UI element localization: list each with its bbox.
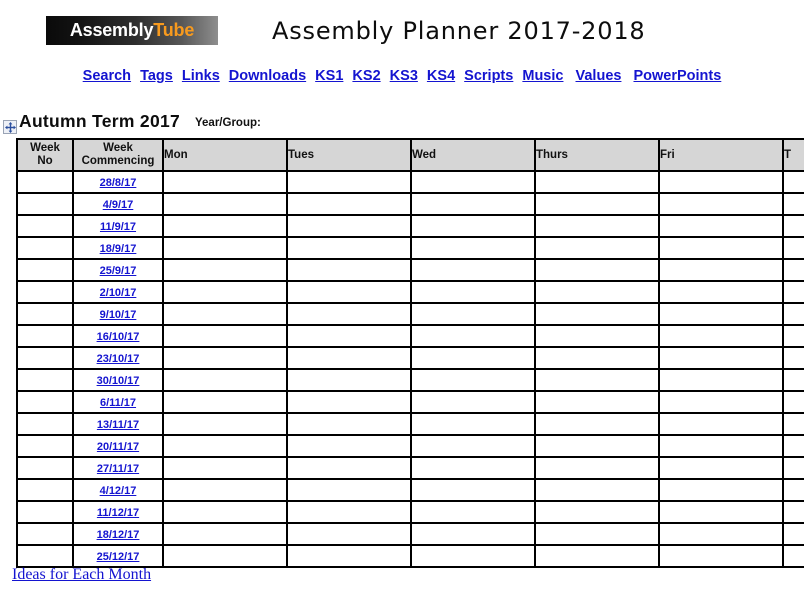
cell-last[interactable] (783, 501, 804, 523)
cell-tues[interactable] (287, 545, 411, 567)
cell-mon[interactable] (163, 479, 287, 501)
table-row (17, 479, 804, 501)
cell-mon[interactable] (163, 303, 287, 325)
cell-tues[interactable] (287, 523, 411, 545)
cell-week-no[interactable] (17, 325, 73, 347)
cell-fri[interactable] (659, 523, 783, 545)
table-row (17, 523, 804, 545)
table-row (17, 391, 804, 413)
cell-week-commencing (73, 545, 163, 567)
cell-week-commencing (73, 369, 163, 391)
cell-thurs[interactable] (535, 347, 659, 369)
cell-thurs[interactable] (535, 237, 659, 259)
cell-last[interactable] (783, 259, 804, 281)
cell-wed[interactable] (411, 281, 535, 303)
cell-mon[interactable] (163, 545, 287, 567)
nav-link-ks3[interactable]: KS3 (389, 68, 418, 84)
nav-link-ks2[interactable]: KS2 (352, 68, 381, 84)
cell-week-commencing (73, 281, 163, 303)
cell-last[interactable] (783, 215, 804, 237)
logo-text-assembly: Assembly (69, 20, 154, 40)
cell-week-commencing (73, 259, 163, 281)
cell-fri[interactable] (659, 259, 783, 281)
cell-week-commencing (73, 479, 163, 501)
column-header-mon: Mon (163, 139, 287, 171)
cell-tues[interactable] (287, 369, 411, 391)
nav-link-links[interactable]: Links (181, 68, 220, 84)
cell-mon[interactable] (163, 413, 287, 435)
cell-thurs[interactable] (535, 545, 659, 567)
cell-week-no[interactable] (17, 479, 73, 501)
cell-fri[interactable] (659, 237, 783, 259)
column-header-fri: Fri (659, 139, 783, 171)
cell-fri[interactable] (659, 303, 783, 325)
cell-thurs[interactable] (535, 325, 659, 347)
cell-last[interactable] (783, 523, 804, 545)
cell-wed[interactable] (411, 545, 535, 567)
week-commencing-link[interactable]: 30/10/17 (96, 375, 140, 387)
cell-week-no[interactable] (17, 545, 73, 567)
week-commencing-link[interactable]: 11/12/17 (96, 507, 140, 519)
planner-table-container (16, 138, 804, 568)
cell-fri[interactable] (659, 413, 783, 435)
cell-mon[interactable] (163, 215, 287, 237)
cell-last[interactable] (783, 303, 804, 325)
table-row (17, 237, 804, 259)
main-navigation (0, 68, 804, 84)
cell-wed[interactable] (411, 413, 535, 435)
table-row (17, 435, 804, 457)
table-row (17, 259, 804, 281)
cell-week-commencing (73, 413, 163, 435)
week-commencing-link[interactable]: 16/10/17 (96, 331, 140, 343)
cell-week-commencing (73, 391, 163, 413)
week-commencing-link[interactable]: 20/11/17 (96, 441, 140, 453)
cell-last[interactable] (783, 193, 804, 215)
cell-fri[interactable] (659, 545, 783, 567)
week-commencing-link[interactable]: 4/9/17 (102, 199, 134, 211)
nav-link-music[interactable]: Music (522, 68, 564, 84)
week-commencing-link[interactable]: 11/9/17 (99, 221, 137, 233)
cell-last[interactable] (783, 545, 804, 567)
cell-mon[interactable] (163, 523, 287, 545)
cell-week-commencing (73, 215, 163, 237)
cell-thurs[interactable] (535, 193, 659, 215)
cell-thurs[interactable] (535, 413, 659, 435)
table-row (17, 413, 804, 435)
cell-tues[interactable] (287, 259, 411, 281)
table-row (17, 501, 804, 523)
cell-thurs[interactable] (535, 523, 659, 545)
cell-fri[interactable] (659, 457, 783, 479)
cell-last[interactable] (783, 391, 804, 413)
cell-mon[interactable] (163, 281, 287, 303)
cell-wed[interactable] (411, 215, 535, 237)
cell-week-no[interactable] (17, 369, 73, 391)
cell-fri[interactable] (659, 281, 783, 303)
cell-tues[interactable] (287, 479, 411, 501)
column-header-tues: Tues (287, 139, 411, 171)
cell-wed[interactable] (411, 347, 535, 369)
page-header (0, 0, 804, 58)
cell-mon[interactable] (163, 391, 287, 413)
cell-mon[interactable] (163, 259, 287, 281)
cell-week-no[interactable] (17, 215, 73, 237)
table-row (17, 303, 804, 325)
cell-fri[interactable] (659, 479, 783, 501)
cell-last[interactable] (783, 457, 804, 479)
column-header-week-commencing-line1: Week (103, 142, 133, 154)
assemblytube-logo[interactable] (46, 16, 218, 45)
year-group-label: Year/Group: (195, 117, 261, 129)
column-header-week-no-line2: No (37, 155, 53, 167)
cell-fri[interactable] (659, 347, 783, 369)
cell-thurs[interactable] (535, 369, 659, 391)
column-header-wed: Wed (411, 139, 535, 171)
cell-tues[interactable] (287, 413, 411, 435)
column-header-week-commencing-line2: Commencing (81, 155, 155, 167)
week-commencing-link[interactable]: 27/11/17 (96, 463, 140, 475)
cell-wed[interactable] (411, 501, 535, 523)
cell-wed[interactable] (411, 391, 535, 413)
table-row (17, 281, 804, 303)
cell-week-no[interactable] (17, 391, 73, 413)
move-icon[interactable] (3, 120, 17, 134)
cell-wed[interactable] (411, 523, 535, 545)
cell-week-no[interactable] (17, 501, 73, 523)
table-row (17, 457, 804, 479)
cell-thurs[interactable] (535, 479, 659, 501)
week-commencing-link[interactable]: 25/12/17 (96, 551, 140, 563)
week-commencing-link[interactable]: 2/10/17 (99, 287, 137, 299)
week-commencing-link[interactable]: 28/8/17 (99, 177, 137, 189)
cell-wed[interactable] (411, 193, 535, 215)
cell-mon[interactable] (163, 237, 287, 259)
cell-last[interactable] (783, 281, 804, 303)
cell-week-commencing (73, 435, 163, 457)
cell-week-commencing (73, 193, 163, 215)
cell-last[interactable] (783, 325, 804, 347)
cell-thurs[interactable] (535, 259, 659, 281)
cell-thurs[interactable] (535, 281, 659, 303)
cell-tues[interactable] (287, 435, 411, 457)
ideas-for-each-month-link[interactable]: Ideas for Each Month (12, 566, 152, 583)
cell-tues[interactable] (287, 171, 411, 193)
nav-link-values[interactable]: Values (575, 68, 622, 84)
cell-week-no[interactable] (17, 413, 73, 435)
cell-last[interactable] (783, 171, 804, 193)
planner-table-body (17, 171, 804, 567)
cell-last[interactable] (783, 479, 804, 501)
page-title: Assembly Planner 2017-2018 (272, 17, 646, 45)
cell-fri[interactable] (659, 435, 783, 457)
cell-tues[interactable] (287, 391, 411, 413)
logo-text-tube: Tube (153, 20, 195, 40)
table-row (17, 215, 804, 237)
cell-fri[interactable] (659, 391, 783, 413)
table-header-row (17, 139, 804, 171)
cell-week-commencing (73, 303, 163, 325)
cell-week-no[interactable] (17, 237, 73, 259)
cell-week-no[interactable] (17, 435, 73, 457)
cell-tues[interactable] (287, 303, 411, 325)
column-header-week-no (17, 139, 73, 171)
cell-week-no[interactable] (17, 193, 73, 215)
cell-week-no[interactable] (17, 347, 73, 369)
table-row (17, 369, 804, 391)
cell-week-commencing (73, 523, 163, 545)
cell-thurs[interactable] (535, 215, 659, 237)
cell-week-commencing (73, 171, 163, 193)
table-row (17, 171, 804, 193)
cell-mon[interactable] (163, 347, 287, 369)
cell-fri[interactable] (659, 369, 783, 391)
cell-tues[interactable] (287, 457, 411, 479)
cell-week-commencing (73, 457, 163, 479)
cell-tues[interactable] (287, 215, 411, 237)
cell-fri[interactable] (659, 215, 783, 237)
week-commencing-link[interactable]: 23/10/17 (96, 353, 140, 365)
cell-week-no[interactable] (17, 281, 73, 303)
cell-fri[interactable] (659, 501, 783, 523)
cell-week-no[interactable] (17, 457, 73, 479)
nav-link-scripts[interactable]: Scripts (464, 68, 514, 84)
cell-last[interactable] (783, 237, 804, 259)
cell-week-no[interactable] (17, 303, 73, 325)
column-header-last-partial: T (783, 139, 804, 171)
cell-thurs[interactable] (535, 457, 659, 479)
cell-week-no[interactable] (17, 259, 73, 281)
nav-link-search[interactable]: Search (82, 68, 132, 84)
column-header-thurs: Thurs (535, 139, 659, 171)
cell-mon[interactable] (163, 501, 287, 523)
cell-wed[interactable] (411, 259, 535, 281)
cell-week-commencing (73, 237, 163, 259)
term-title: Autumn Term 2017 (19, 111, 181, 131)
cell-wed[interactable] (411, 369, 535, 391)
cell-tues[interactable] (287, 193, 411, 215)
nav-link-ks4[interactable]: KS4 (426, 68, 456, 84)
cell-week-commencing (73, 347, 163, 369)
cell-wed[interactable] (411, 457, 535, 479)
cell-wed[interactable] (411, 171, 535, 193)
week-commencing-link[interactable]: 4/12/17 (99, 485, 137, 497)
nav-link-downloads[interactable]: Downloads (228, 68, 307, 84)
cell-last[interactable] (783, 347, 804, 369)
cell-wed[interactable] (411, 479, 535, 501)
cell-thurs[interactable] (535, 435, 659, 457)
nav-link-ks1[interactable]: KS1 (315, 68, 344, 84)
cell-thurs[interactable] (535, 171, 659, 193)
cell-wed[interactable] (411, 237, 535, 259)
cell-wed[interactable] (411, 435, 535, 457)
planner-table (16, 138, 804, 568)
week-commencing-link[interactable]: 6/11/17 (99, 397, 137, 409)
cell-week-commencing (73, 501, 163, 523)
cell-last[interactable] (783, 435, 804, 457)
cell-tues[interactable] (287, 347, 411, 369)
cell-thurs[interactable] (535, 501, 659, 523)
cell-mon[interactable] (163, 457, 287, 479)
week-commencing-link[interactable]: 18/12/17 (96, 529, 140, 541)
cell-mon[interactable] (163, 369, 287, 391)
cell-tues[interactable] (287, 281, 411, 303)
cell-week-no[interactable] (17, 171, 73, 193)
cell-wed[interactable] (411, 325, 535, 347)
table-row (17, 545, 804, 567)
cell-tues[interactable] (287, 325, 411, 347)
cell-last[interactable] (783, 413, 804, 435)
cell-fri[interactable] (659, 171, 783, 193)
nav-link-tags[interactable]: Tags (140, 68, 173, 84)
cell-wed[interactable] (411, 303, 535, 325)
week-commencing-link[interactable]: 25/9/17 (99, 265, 137, 277)
cell-week-commencing (73, 325, 163, 347)
cell-fri[interactable] (659, 325, 783, 347)
cell-last[interactable] (783, 369, 804, 391)
table-row (17, 193, 804, 215)
cell-thurs[interactable] (535, 303, 659, 325)
cell-thurs[interactable] (535, 391, 659, 413)
nav-link-powerpoints[interactable]: PowerPoints (633, 68, 722, 84)
cell-tues[interactable] (287, 237, 411, 259)
cell-mon[interactable] (163, 193, 287, 215)
table-row (17, 325, 804, 347)
week-commencing-link[interactable]: 18/9/17 (99, 243, 137, 255)
cell-tues[interactable] (287, 501, 411, 523)
cell-mon[interactable] (163, 171, 287, 193)
cell-mon[interactable] (163, 325, 287, 347)
week-commencing-link[interactable]: 13/11/17 (96, 419, 140, 431)
table-row (17, 347, 804, 369)
cell-fri[interactable] (659, 193, 783, 215)
cell-mon[interactable] (163, 435, 287, 457)
cell-week-no[interactable] (17, 523, 73, 545)
week-commencing-link[interactable]: 9/10/17 (99, 309, 137, 321)
column-header-week-no-line1: Week (30, 142, 60, 154)
column-header-week-commencing (73, 139, 163, 171)
